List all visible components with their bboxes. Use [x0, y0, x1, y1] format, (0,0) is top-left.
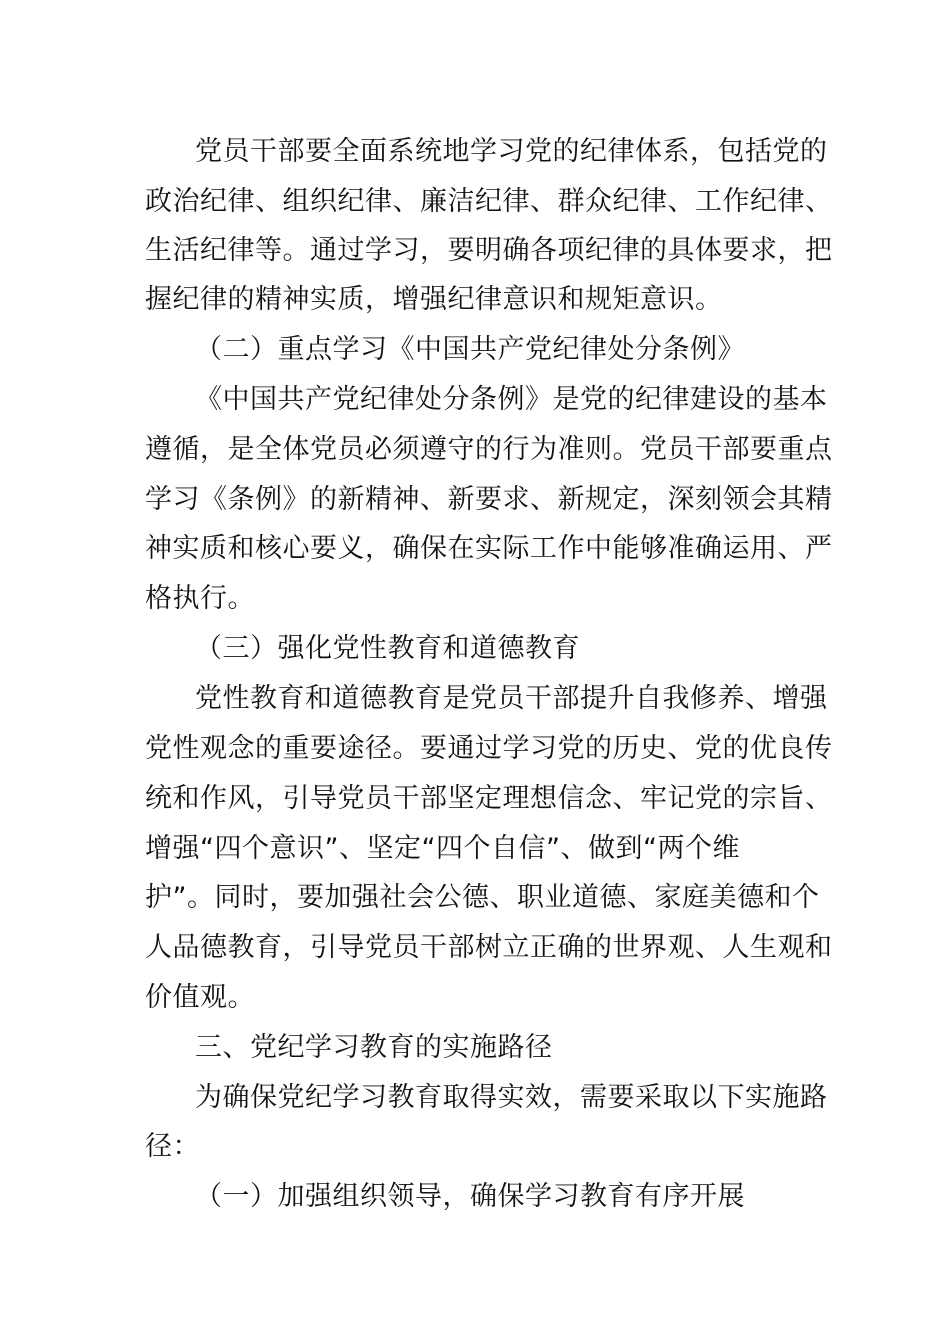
paragraph-line: 为确保党纪学习教育取得实效，需要采取以下实施路 — [195, 1082, 828, 1113]
paragraph-line: 护”。同时，要加强社会公德、职业道德、家庭美德和个 — [145, 882, 820, 913]
paragraph-line: 神实质和核心要义，确保在实际工作中能够准确运用、严 — [145, 533, 833, 564]
paragraph-line: 价值观。 — [145, 982, 255, 1013]
paragraph-line: 统和作风，引导党员干部坚定理想信念、牢记党的宗旨、 — [145, 783, 833, 814]
paragraph-line: 《中国共产党纪律处分条例》是党的纪律建设的基本 — [195, 384, 828, 415]
paragraph-line: 党员干部要全面系统地学习党的纪律体系，包括党的 — [195, 136, 828, 167]
section-heading: （三）强化党性教育和道德教育 — [195, 633, 580, 664]
paragraph-line: 人品德教育，引导党员干部树立正确的世界观、人生观和 — [145, 932, 833, 963]
paragraph-line: 学习《条例》的新精神、新要求、新规定，深刻领会其精 — [145, 484, 833, 515]
paragraph-line: 生活纪律等。通过学习，要明确各项纪律的具体要求，把 — [145, 235, 833, 266]
paragraph-line: 握纪律的精神实质，增强纪律意识和规矩意识。 — [145, 284, 723, 315]
paragraph-line: 党性观念的重要途径。要通过学习党的历史、党的优良传 — [145, 733, 833, 764]
paragraph-line: 政治纪律、组织纪律、廉洁纪律、群众纪律、工作纪律、 — [145, 186, 833, 217]
section-heading: （一）加强组织领导，确保学习教育有序开展 — [195, 1181, 745, 1212]
section-heading: 三、党纪学习教育的实施路径 — [195, 1032, 553, 1063]
paragraph-line: 格执行。 — [145, 583, 255, 614]
paragraph-line: 遵循，是全体党员必须遵守的行为准则。党员干部要重点 — [145, 434, 833, 465]
paragraph-line: 党性教育和道德教育是党员干部提升自我修养、增强 — [195, 683, 828, 714]
paragraph-line: 增强“四个意识”、坚定“四个自信”、做到“两个维 — [145, 833, 740, 864]
paragraph-line: 径： — [145, 1131, 200, 1162]
section-heading: （二）重点学习《中国共产党纪律处分条例》 — [195, 334, 745, 365]
